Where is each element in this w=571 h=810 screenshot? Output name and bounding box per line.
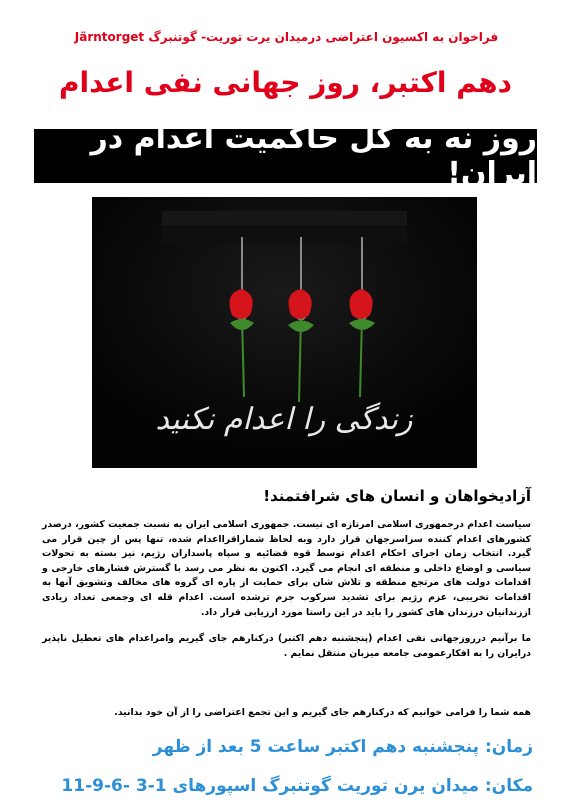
body-paragraph: سیاست اعدام درجمهوری اسلامی امرتازه ای نیست. جمهوری اسلامی ایران به نسبت جمعیت کشور، درصدر کشورهای اعدام کننده سراسرجهان قرار دارد وبه لحاظ شماراقرااعدام شده، تنها پس از چین قرار می گیرد. انتخاب زمان اجرای احکام اعدام توسط قوه قضائیه و سپاه پاسداران رژیم، نیز بسته به تحولات سیاسی و اوضاع داخلی و منطقه ای انجام می گیرد. اکنون به نظر می رسد با گسترش فشارهای خارجی و اقدامات دولت های مرتجع منطقه و تلاش شان برای حمایت از پاره ای گروه های مخالف وتشویق آنها به اقدامات تخریبی، عزم رژیم برای تشدید سرکوب جزم ترشده است. اعدام قله ای وجمعی تعداد زیادی اززندانیان درزندان های کشور را باید در این راستا مورد ارزیابی قرار داد. — [42, 519, 531, 618]
poster-illustration — [92, 197, 477, 468]
banner-slogan — [34, 121, 537, 191]
gallows-beam — [162, 211, 407, 225]
body-paragraph: همه شما را فرامی خوانیم که درکنارهم جای گیریم و این تجمع اعتراضی را از آن خود بدانید. — [114, 707, 531, 718]
event-place: مکان: میدان یرن توریت گوتنبرگ اسپورهای 1-3 -6-9-11 — [61, 776, 533, 796]
banner-text: روز نه به کل حاکمیت اعدام در ایران! — [90, 121, 537, 191]
salutation-heading: آزادیخواهان و انسان های شرافتمند! — [263, 487, 531, 505]
event-time: زمان: پنجشنبه دهم اکتبر ساعت 5 بعد از ظهر — [152, 737, 533, 757]
headline: دهم اکتبر، روز جهانی نفی اعدام — [59, 66, 512, 99]
poster-caption: زندگی را اعدام نکنید — [155, 402, 413, 437]
callout-line: فراخوان به اکسیون اعتراضی درمیدان یرت توریت- گوتنبرگ Järntorget — [74, 30, 499, 44]
body-paragraph: ما برآنیم درروزجهانی نفی اعدام (پنجشنبه دهم اکتبر) درکنارهم جای گیریم وامراعدام های تعطیل ناپذیر درایران را به افکارعمومی جامعه میزبان منتقل نمایم . — [42, 633, 531, 659]
poster-image — [92, 197, 477, 468]
